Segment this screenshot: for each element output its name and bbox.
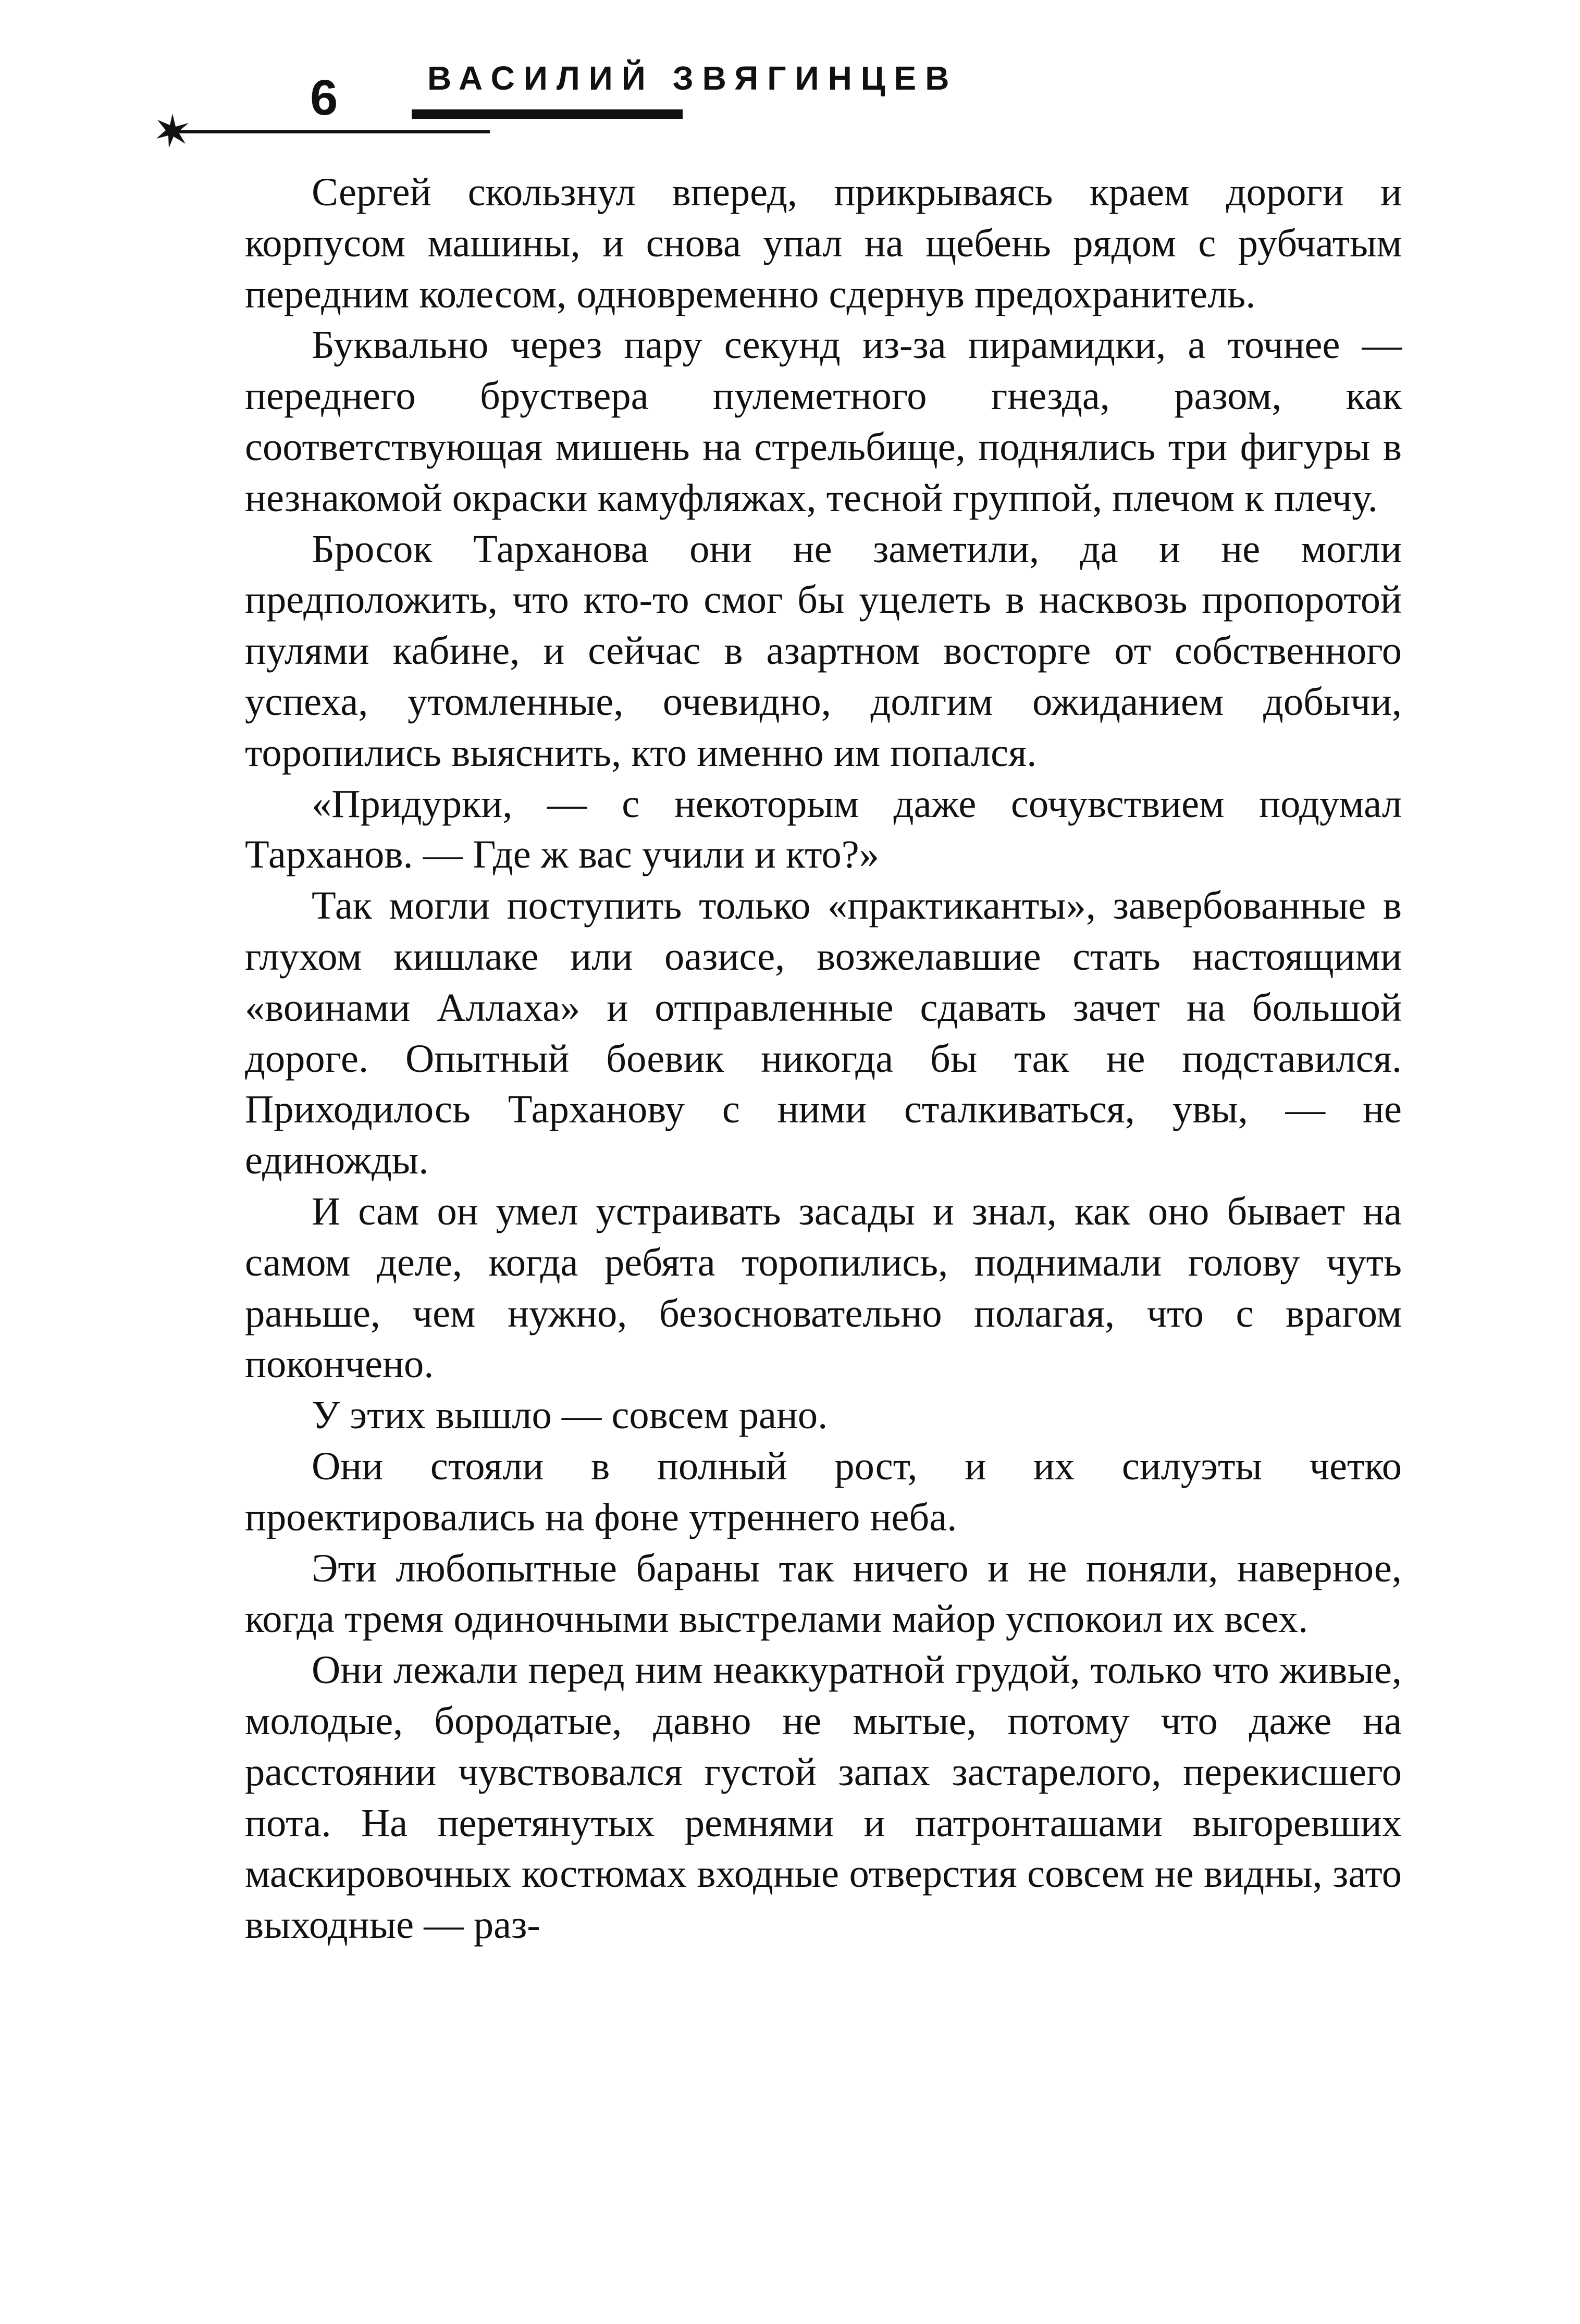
body-text — [245, 167, 1402, 1950]
paragraph: Сергей скользнул вперед, прикрываясь краем дороги и корпусом машины, и снова упал на щебень рядом с рубчатым передним колесом, одновременно сдернув предохранитель. — [245, 170, 1402, 316]
running-head-author: ВАСИЛИЙ ЗВЯГИНЦЕВ — [427, 59, 958, 97]
header-rule-thick — [412, 109, 683, 119]
header-rule-thin — [172, 130, 490, 133]
paragraph: У этих вышло — совсем рано. — [312, 1393, 828, 1438]
paragraph: И сам он умел устраивать засады и знал, как оно бывает на самом деле, когда ребята торопились, поднимали голову чуть раньше, чем нужно, безосновательно полагая, что с врагом покончено. — [245, 1189, 1402, 1387]
paragraph: Бросок Тарханова они не заметили, да и не могли предположить, что кто-то смог бы уцелеть в насквозь пропоротой пулями кабине, и сейчас в азартном восторге от собственного успеха, утомленные, очевидно, долгим ожиданием добычи, торопились выяснить, кто именно им попался. — [245, 526, 1402, 775]
paragraph: Буквально через пару секунд из-за пирамидки, а точнее — переднего бруствера пулеметного гнезда, разом, как соответствующая мишень на стрельбище, поднялись три фигуры в незнакомой окраски камуфляжах, тесной группой, плечом к плечу. — [245, 323, 1402, 520]
paragraph: Эти любопытные бараны так ничего и не поняли, наверное, когда тремя одиночными выстрелами майор успокоил их всех. — [245, 1546, 1402, 1641]
paragraph: «Придурки, — с некоторым даже сочувствием подумал Тарханов. — Где ж вас учили и кто?» — [245, 781, 1402, 877]
paragraph: Так могли поступить только «практиканты», завербованные в глухом кишлаке или оазисе, возжелавшие стать настоящими «воинами Аллаха» и отправленные сдавать зачет на большой дороге. Опытный боевик никогда бы так не подставился. Приходилось Тарханову с ними сталкиваться, увы, — не единожды. — [245, 883, 1402, 1183]
paragraph: Они стояли в полный рост, и их силуэты четко проектировались на фоне утреннего неба. — [245, 1443, 1402, 1539]
paragraph: Они лежали перед ним неаккуратной грудой, только что живые, молодые, бородатые, давно не мытые, потому что даже на расстоянии чувствовался густой запах застарелого, перекисшего пота. На перетянутых ремнями и патронташами выгоревших маскировочных костюмах входные отверстия совсем не видны, зато выходные — раз- — [245, 1648, 1402, 1947]
page-number: 6 — [310, 70, 338, 126]
